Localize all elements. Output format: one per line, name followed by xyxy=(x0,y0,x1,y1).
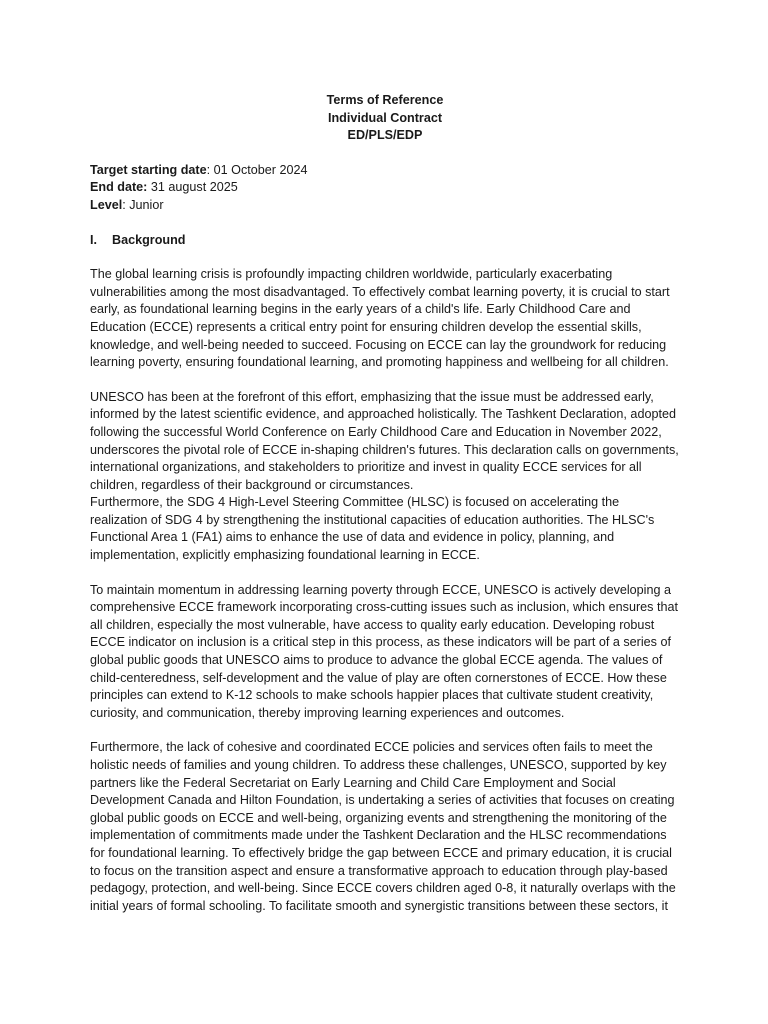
paragraph-ecce-framework: To maintain momentum in addressing learning poverty through ECCE, UNESCO is actively developing a comprehensive ECCE framework incorporating cross-cutting issues such as inclusion, which ensures that all children, especially the most vulnerable, have access to quality early education. Developing robust ECCE indicator on inclusion is a critical step in this process, as these indicators will be part of a series of global public goods that UNESCO aims to produce to advance the global ECCE agenda. The values of child-centeredness, self-development and the value of play are often cornerstones of ECCE. How these principles can extend to K-12 schools to make schools happier places that cultivate student creativity, curiosity, and communication, thereby improving learning experiences and outcomes. xyxy=(90,582,678,720)
title-reference-code: ED/PLS/EDP xyxy=(347,128,423,143)
paragraph-unesco-tashkent: UNESCO has been at the forefront of this effort, emphasizing that the issue must be addressed early, informed by the latest scientific evidence, and approached holistically. The Tashkent Declaration, adopted following the successful World Conference on Early Childhood Care and Education in November 2022, underscores the pivotal role of ECCE in-shaping children's futures. This declaration calls on governments, international organizations, and stakeholders to prioritize and invest in quality ECCE services for all children, regardless of their background or circumstances. xyxy=(90,389,679,492)
section-heading-background xyxy=(90,232,680,250)
level-label: Level xyxy=(90,197,123,212)
document-title xyxy=(90,92,680,145)
section-number: I. xyxy=(90,232,97,247)
paragraph-ecce-policies: Furthermore, the lack of cohesive and coordinated ECCE policies and services often fails to meet the holistic needs of families and young children. To address these challenges, UNESCO, supported by key partners like the Federal Secretariat on Early Learning and Child Care Employment and Social Development Canada and Hilton Foundation, is undertaking a series of activities that focuses on creating global public goods on ECCE and well-being, organizing events and strengthening the monitoring of the implementation of commitments made under the Tashkent Declaration and the HLSC recommendations for foundational learning. To effectively bridge the gap between ECCE and primary education, it is crucial to focus on the transition aspect and ensure a transformative approach to education through play-based pedagogy, protection, and well-being. Since ECCE covers children aged 0-8, it naturally overlaps with the initial years of formal schooling. To facilitate smooth and synergistic transitions between these sectors, it xyxy=(90,740,676,913)
title-terms-of-reference: Terms of Reference xyxy=(326,93,444,107)
title-individual-contract: Individual Contract xyxy=(327,110,443,125)
end-date-label: End date: xyxy=(90,180,148,195)
end-date-value: 31 august 2025 xyxy=(147,180,238,195)
level-value: : Junior xyxy=(122,197,164,212)
starting-date-line xyxy=(90,162,680,180)
contract-details xyxy=(90,162,680,215)
section-title: Background xyxy=(112,232,186,247)
paragraph-sdg4-hlsc: Furthermore, the SDG 4 High-Level Steering Committee (HLSC) is focused on accelerating the realization of SDG 4 by strengthening the institutional capacities of education authorities. The HLSC's Functional Area 1 (FA1) aims to enhance the use of data and evidence in policy, planning, and implementation, explicitly emphasizing foundational learning in ECCE. xyxy=(90,495,655,563)
document-page xyxy=(90,92,680,932)
level-line xyxy=(90,197,680,215)
paragraph-learning-crisis: The global learning crisis is profoundly impacting children worldwide, particularly exacerbating vulnerabilities among the most disadvantaged. To effectively combat learning poverty, it is crucial to start early, as foundational learning begins in the early years of a child's life. Early Childhood Care and Education (ECCE) represents a critical entry point for ensuring children develop the essential skills, knowledge, and well-being needed to succeed. Focusing on ECCE can lay the groundwork for reducing learning poverty, ensuring foundational learning, and promoting happiness and wellbeing for all children. xyxy=(90,267,670,370)
end-date-line xyxy=(90,179,680,197)
starting-date-label: Target starting date xyxy=(90,162,207,177)
starting-date-value: : 01 October 2024 xyxy=(206,162,308,177)
